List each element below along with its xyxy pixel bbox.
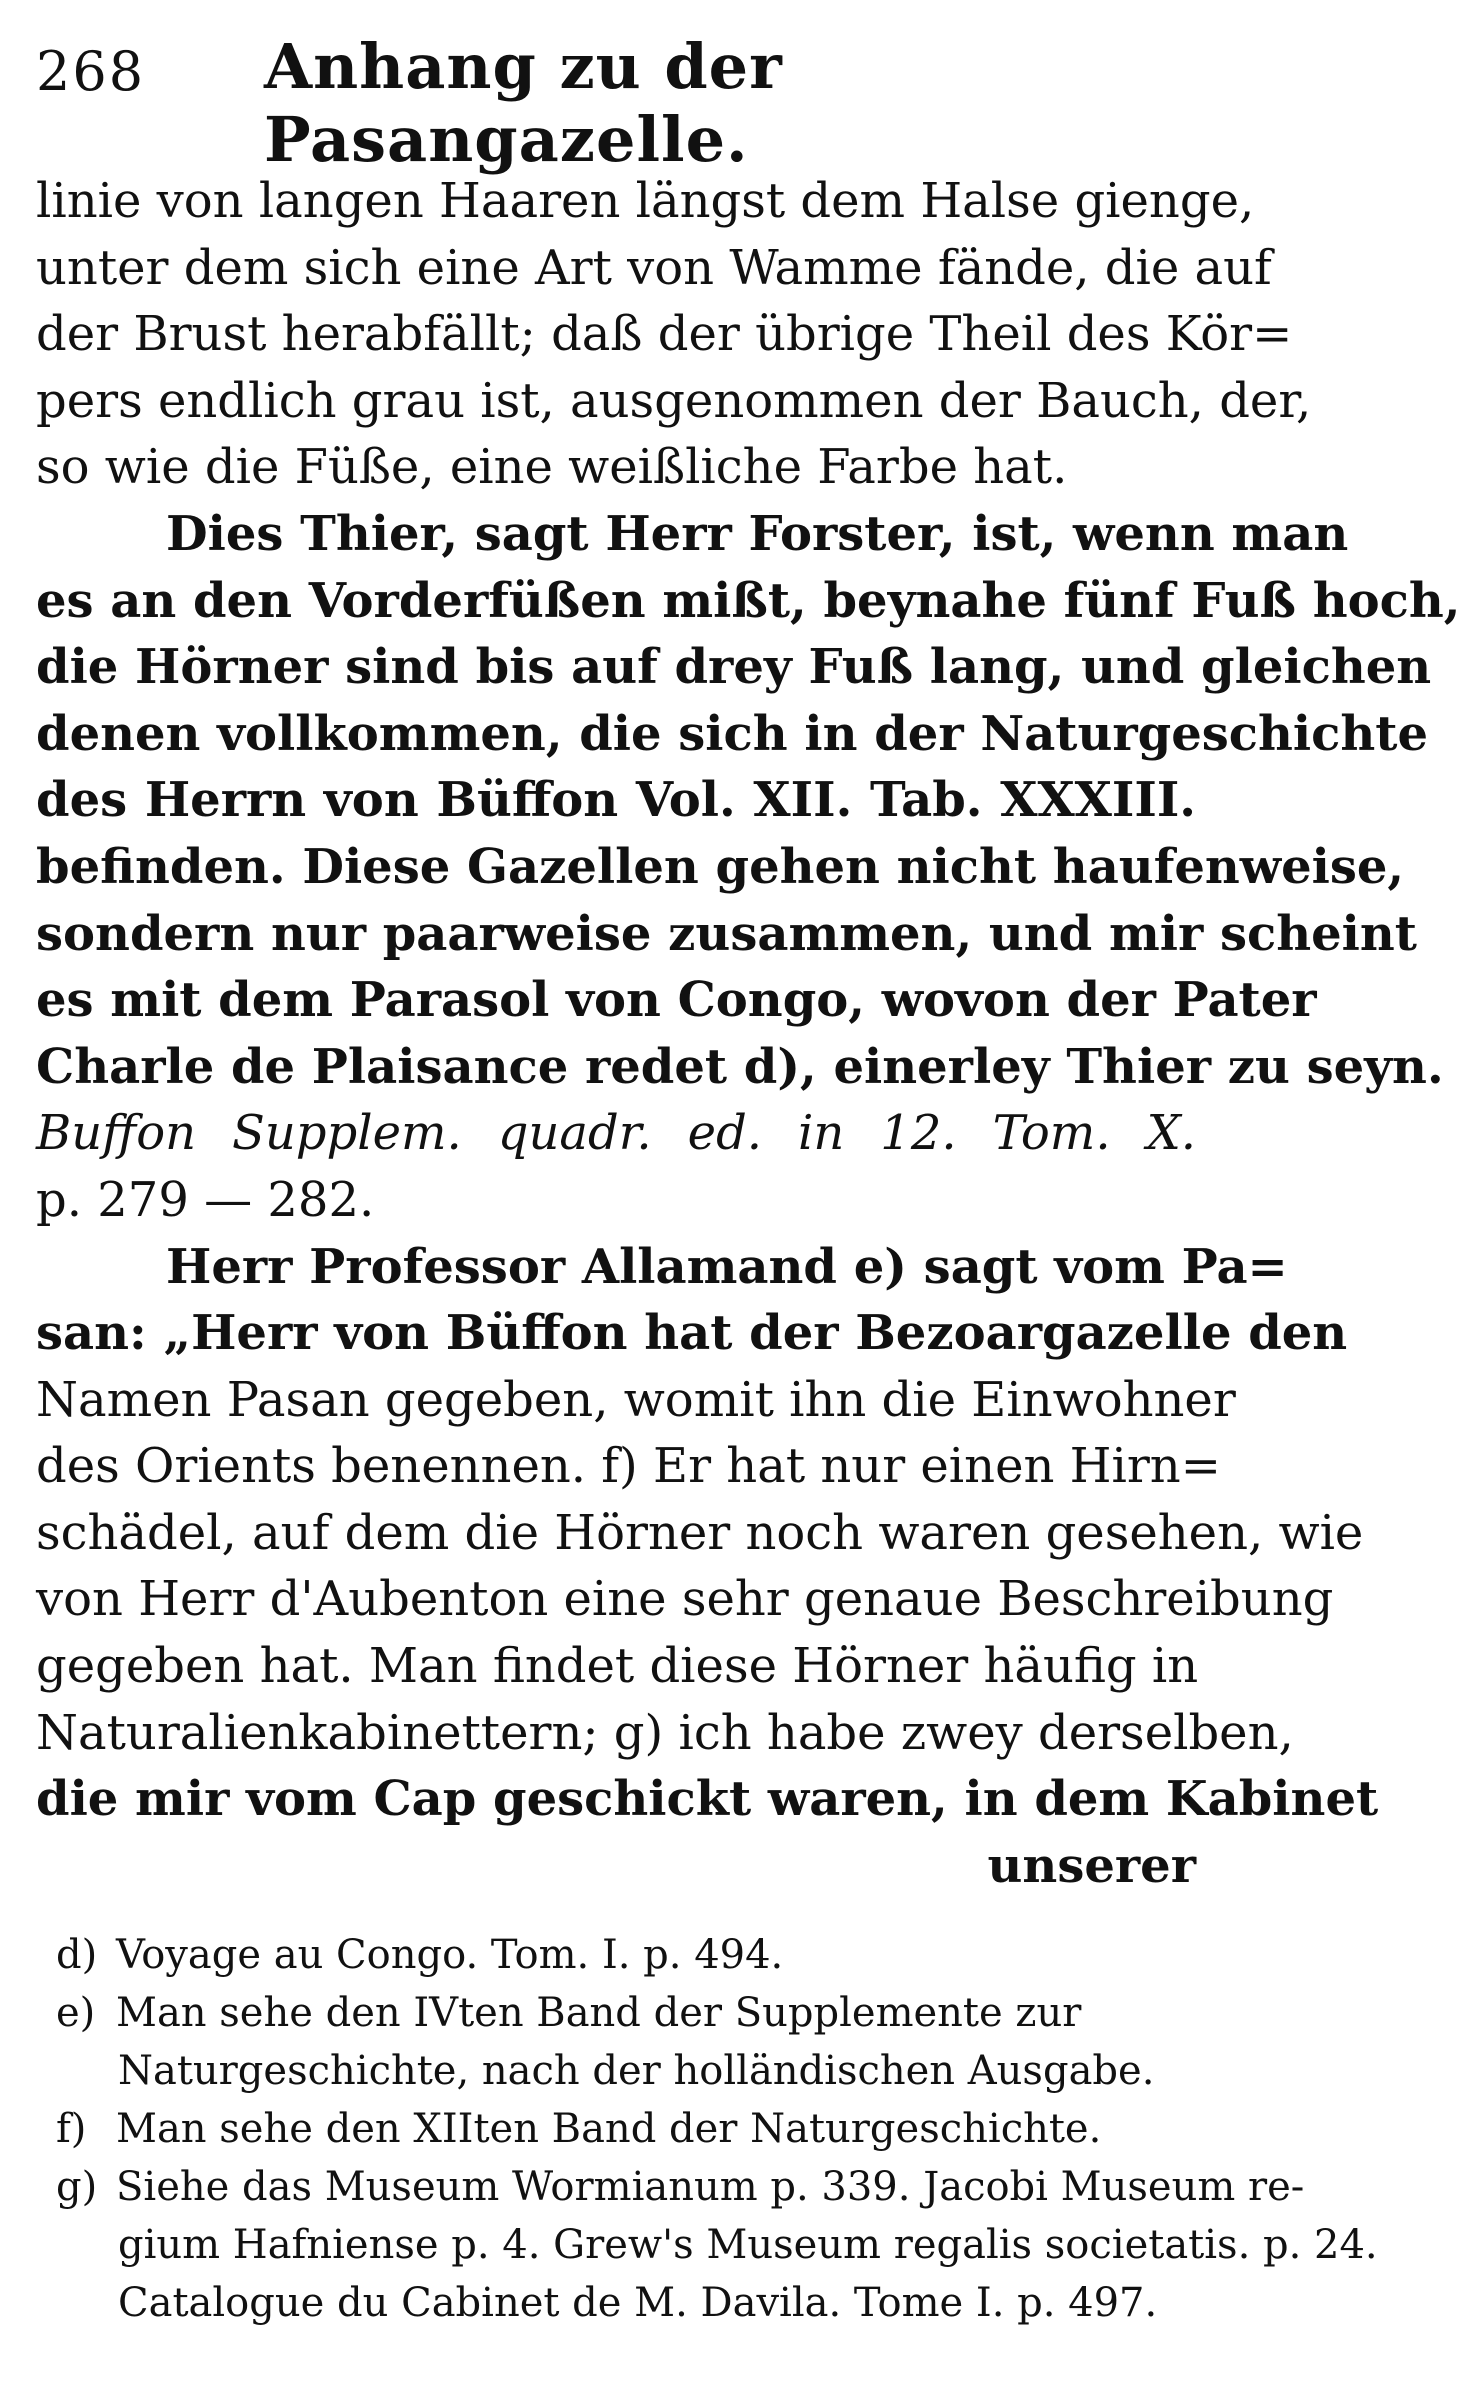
text-line: die mir vom Cap geschickt waren, in dem Kabinet [36,1771,1379,1828]
text-line: linie von langen Haaren längst dem Halse gienge, [36,173,1255,229]
text-line: schädel, auf dem die Hörner noch waren gesehen, wie [36,1504,1364,1561]
footnote-label: f) [56,2106,87,2152]
footnote-label: d) [56,1932,98,1978]
footnote-f [36,2100,1196,2158]
text-line: unter dem sich eine Art von Wamme fände, die auf [36,239,1272,296]
text-line: san: „Herr von Büffon hat der Bezoargazelle den [36,1305,1348,1362]
text-line: es mit dem Parasol von Congo, wovon der Pater [36,972,1317,1029]
text-line: denen vollkommen, die sich in der Naturgeschichte [36,705,1428,762]
text-line: pers endlich grau ist, ausgenommen der Bauch, der, [36,372,1312,429]
footnote-e [36,1984,1196,2042]
page-number: 268 [36,40,146,103]
running-title: Anhang zu der Pasangazelle. [264,30,783,176]
text-line: Dies Thier, sagt Herr Forster, ist, wenn man [166,505,1349,562]
footnote-g [36,2158,1305,2216]
text-line: Namen Pasan gegeben, womit ihn die Einwohner [36,1371,1236,1428]
text-line: so wie die Füße, eine weißliche Farbe hat. [36,439,1068,496]
catchword: unserer [987,1837,1196,1894]
text-line: der Brust herabfällt; daß der übrige Theil des Kör= [36,306,1293,363]
text-line: von Herr d'Aubenton eine sehr genaue Beschreibung [36,1571,1334,1628]
text-line: Naturalienkabinettern; g) ich habe zwey derselben, [36,1704,1294,1761]
footnote-continuation: Catalogue du Cabinet de M. Davila. Tome I. p. 497. [118,2280,1158,2326]
footnote-text: Man sehe den IVten Band der Supplemente zur [116,1990,1082,2036]
footnote-d [36,1926,1196,1984]
footnote-text: Siehe das Museum Wormianum p. 339. Jacobi Museum re- [116,2164,1305,2210]
text-line: sondern nur paarweise zusammen, und mir scheint [36,905,1417,962]
text-line: des Orients benennen. f) Er hat nur einen Hirn= [36,1438,1221,1495]
text-line: Herr Professor Allamand e) sagt vom Pa= [166,1238,1288,1295]
page-header [36,22,1196,176]
footnote-text: Voyage au Congo. Tom. I. p. 494. [116,1932,784,1978]
footnote-continuation: gium Hafniense p. 4. Grew's Museum regalis societatis. p. 24. [118,2222,1378,2268]
body-text [36,168,1460,1899]
text-line: es an den Vorderfüßen mißt, beynahe fünf Fuß hoch, [36,572,1460,629]
text-line: des Herrn von Büffon Vol. XII. Tab. XXXIII. [36,772,1196,829]
footnote-continuation: Naturgeschichte, nach der holländischen Ausgabe. [118,2048,1155,2094]
text-line: p. 279 — 282. [36,1171,375,1228]
footnotes [36,1926,1378,2332]
text-line: befinden. Diese Gazellen gehen nicht haufenweise, [36,838,1405,895]
text-line: Charle de Plaisance redet d), einerley Thier zu seyn. [36,1038,1444,1095]
footnote-label: e) [56,1990,96,2036]
text-line: gegeben hat. Man findet diese Hörner häufig in [36,1638,1199,1695]
text-line: Buffon Supplem. quadr. ed. in 12. Tom. X. [36,1105,1196,1162]
footnote-label: g) [56,2164,98,2210]
footnote-text: Man sehe den XIIten Band der Naturgeschichte. [116,2106,1102,2152]
text-line: die Hörner sind bis auf drey Fuß lang, und gleichen [36,639,1432,696]
